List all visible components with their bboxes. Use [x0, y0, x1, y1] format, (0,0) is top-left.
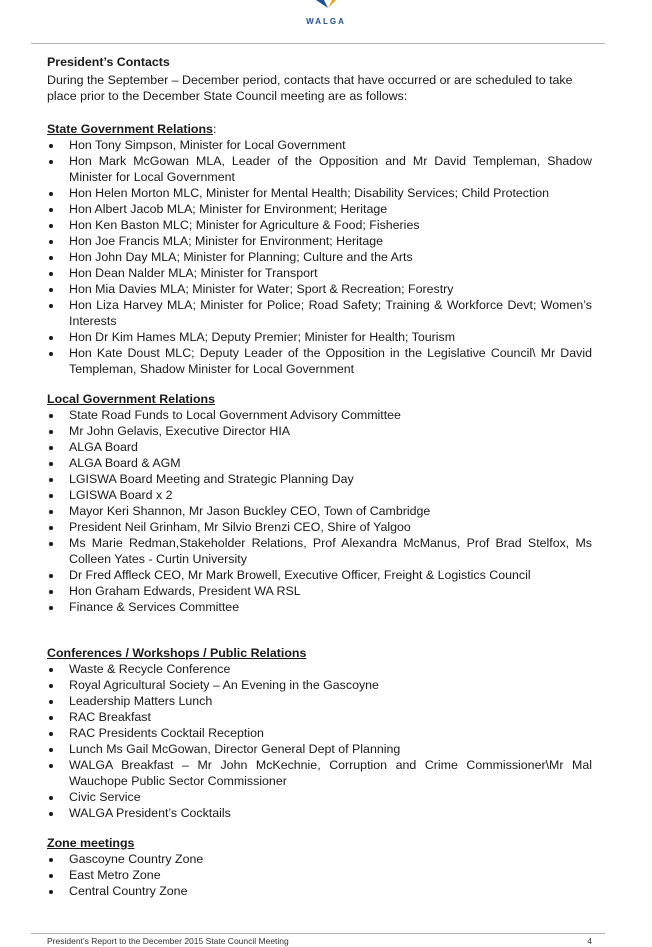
list-item: Hon Liza Harvey MLA; Minister for Police; Road Safety; Training & Workforce Devt; Women’s Interests: [47, 297, 592, 329]
list-item: East Metro Zone: [47, 867, 592, 883]
list-item: Hon Ken Baston MLC; Minister for Agriculture & Food; Fisheries: [47, 217, 592, 233]
list-item: Hon Helen Morton MLC, Minister for Mental Health; Disability Services; Child Protection: [47, 185, 592, 201]
section-state-government-relations: [47, 121, 592, 377]
list-item: Dr Fred Affleck CEO, Mr Mark Browell, Executive Officer, Freight & Logistics Council: [47, 567, 592, 583]
page-number: 4: [587, 936, 592, 946]
intro-paragraph: During the September – December period, contacts that have occurred or are scheduled to take place prior to the December State Council meeting are as follows:: [47, 73, 573, 103]
list-item: WALGA President’s Cocktails: [47, 805, 592, 821]
list-item: LGISWA Board x 2: [47, 487, 592, 503]
list-item: Gascoyne Country Zone: [47, 851, 592, 867]
list-item: President Neil Grinham, Mr Silvio Brenzi CEO, Shire of Yalgoo: [47, 519, 592, 535]
list-item: Hon Joe Francis MLA; Minister for Environment; Heritage: [47, 233, 592, 249]
list-item: Central Country Zone: [47, 883, 592, 899]
logo-text: WALGA: [306, 17, 346, 26]
list-item: Hon Mia Davies MLA; Minister for Water; Sport & Recreation; Forestry: [47, 281, 592, 297]
list-item: ALGA Board: [47, 439, 592, 455]
section-heading: Zone meetings: [47, 836, 135, 850]
section-heading-line: State Government Relations:: [47, 122, 217, 136]
walga-logo: [0, 0, 652, 32]
list-item: Royal Agricultural Society – An Evening in the Gascoyne: [47, 677, 592, 693]
list-item: Hon Tony Simpson, Minister for Local Government: [47, 137, 592, 153]
section-heading: Conferences / Workshops / Public Relations: [47, 646, 307, 660]
section-zone-meetings: [47, 835, 592, 899]
section-heading: State Government Relations: [47, 122, 213, 136]
footer-text: President’s Report to the December 2015 State Council Meeting: [47, 936, 289, 946]
list-item: Hon Dr Kim Hames MLA; Deputy Premier; Minister for Health; Tourism: [47, 329, 592, 345]
section-conferences-workshops-public-relations: [47, 645, 592, 821]
list-item: Hon Albert Jacob MLA; Minister for Environment; Heritage: [47, 201, 592, 217]
header-divider: [31, 43, 605, 44]
list-item: Lunch Ms Gail McGowan, Director General Dept of Planning: [47, 741, 592, 757]
list-item: RAC Breakfast: [47, 709, 592, 725]
page-title: President’s Contacts: [47, 55, 170, 69]
walga-logo-mark-icon: [302, 0, 350, 16]
list-item: Leadership Matters Lunch: [47, 693, 592, 709]
list-item: LGISWA Board Meeting and Strategic Planning Day: [47, 471, 592, 487]
list-item: Finance & Services Committee: [47, 599, 592, 615]
footer-divider: [31, 933, 605, 934]
list-item: Mr John Gelavis, Executive Director HIA: [47, 423, 592, 439]
section-local-government-relations: [47, 391, 592, 615]
contact-list: [47, 661, 592, 821]
list-item: State Road Funds to Local Government Advisory Committee: [47, 407, 592, 423]
list-item: ALGA Board & AGM: [47, 455, 592, 471]
list-item: Mayor Keri Shannon, Mr Jason Buckley CEO, Town of Cambridge: [47, 503, 592, 519]
contact-list: [47, 407, 592, 615]
list-item: Ms Marie Redman,Stakeholder Relations, Prof Alexandra McManus, Prof Brad Stelfox, Ms Colleen Yates - Curtin University: [47, 535, 592, 567]
list-item: Hon Mark McGowan MLA, Leader of the Opposition and Mr David Templeman, Shadow Minister for Local Government: [47, 153, 592, 185]
list-item: Hon Graham Edwards, President WA RSL: [47, 583, 592, 599]
contact-list: [47, 137, 592, 377]
contact-list: [47, 851, 592, 899]
list-item: Civic Service: [47, 789, 592, 805]
section-heading: Local Government Relations: [47, 392, 215, 406]
list-item: Hon Dean Nalder MLA; Minister for Transport: [47, 265, 592, 281]
list-item: RAC Presidents Cocktail Reception: [47, 725, 592, 741]
list-item: Hon Kate Doust MLC; Deputy Leader of the Opposition in the Legislative Council\ Mr David Templeman, Shadow Minister for Local Government: [47, 345, 592, 377]
document-body: [47, 54, 592, 899]
list-item: WALGA Breakfast – Mr John McKechnie, Corruption and Crime Commissioner\Mr Mal Wauchope Public Sector Commissioner: [47, 757, 592, 789]
list-item: Hon John Day MLA; Minister for Planning; Culture and the Arts: [47, 249, 592, 265]
list-item: Waste & Recycle Conference: [47, 661, 592, 677]
